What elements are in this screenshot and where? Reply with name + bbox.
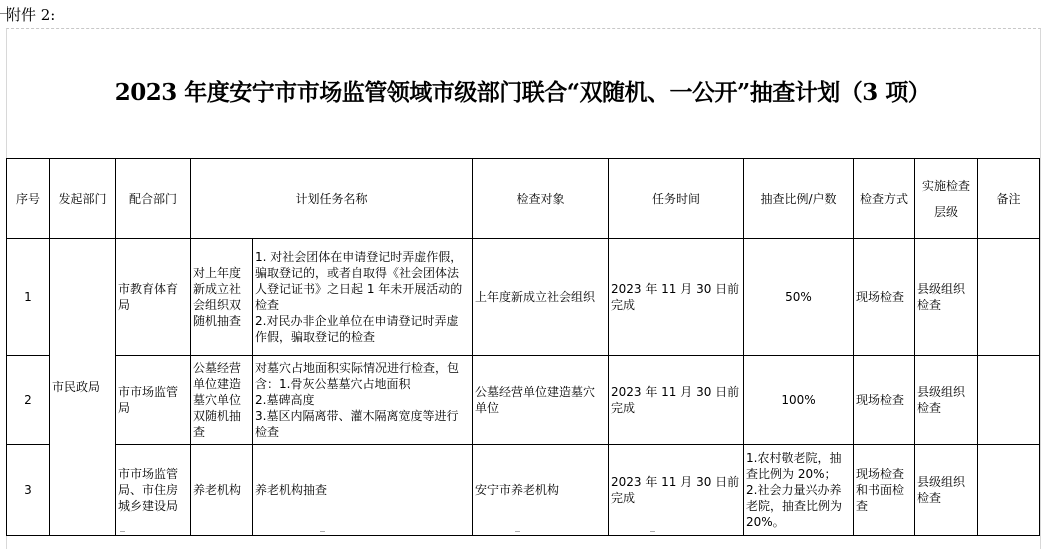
row-task-short: 对上年度新成立社会组织双随机抽查 xyxy=(191,239,253,356)
table-header-row xyxy=(7,159,1040,239)
row-method: 现场检查 xyxy=(854,356,915,445)
header-ratio: 抽查比例/户数 xyxy=(744,159,854,239)
task-detail-line: 2.墓碑高度 xyxy=(255,393,315,407)
table-row xyxy=(7,356,1040,445)
task-detail-line: 3.墓区内隔离带、灌木隔离宽度等进行检查 xyxy=(255,409,459,439)
row-level: 县级组织检查 xyxy=(915,239,978,356)
row-target: 安宁市养老机构 xyxy=(473,445,609,536)
header-initiator: 发起部门 xyxy=(50,159,116,239)
row-target: 上年度新成立社会组织 xyxy=(473,239,609,356)
header-level: 实施检查层级 xyxy=(915,159,978,239)
row-target: 公墓经营单位建造墓穴单位 xyxy=(473,356,609,445)
row-seq: 2 xyxy=(7,356,50,445)
header-task-name: 计划任务名称 xyxy=(191,159,473,239)
row-time: 2023 年 11 月 30 日前完成 xyxy=(609,239,744,356)
row-seq: 3 xyxy=(7,445,50,536)
row-task-detail: 养老机构抽查 xyxy=(253,445,473,536)
bottom-edge-marks xyxy=(0,531,1045,539)
row-level: 县级组织检查 xyxy=(915,356,978,445)
row-remark xyxy=(978,356,1040,445)
row-initiator: 市民政局 xyxy=(50,239,116,536)
header-seq: 序号 xyxy=(7,159,50,239)
row-method: 现场检查 xyxy=(854,239,915,356)
table-row xyxy=(7,445,1040,536)
task-detail-line: 1. 对社会团体在申请登记时弄虚作假，骗取登记的，或者自取得《社会团体法人登记证书》之日起 1 年未开展活动的检查 xyxy=(255,250,463,312)
row-time: 2023 年 11 月 30 日前完成 xyxy=(609,445,744,536)
table-row xyxy=(7,239,1040,356)
ratio-line: 1.农村敬老院，抽查比例为 20%； xyxy=(746,451,842,481)
header-time: 任务时间 xyxy=(609,159,744,239)
row-remark xyxy=(978,445,1040,536)
row-ratio: 50% xyxy=(744,239,854,356)
row-seq: 1 xyxy=(7,239,50,356)
task-detail-line: 对墓穴占地面积实际情况进行检查，包含：1.骨灰公墓墓穴占地面积 xyxy=(255,361,460,391)
row-time: 2023 年 11 月 30 日前完成 xyxy=(609,356,744,445)
row-partner: 市市场监管局、市住房城乡建设局 xyxy=(116,445,191,536)
row-ratio xyxy=(744,445,854,536)
header-partner: 配合部门 xyxy=(116,159,191,239)
inspection-plan-table xyxy=(6,158,1040,536)
row-task-detail xyxy=(253,239,473,356)
header-method: 检查方式 xyxy=(854,159,915,239)
row-task-short: 养老机构 xyxy=(191,445,253,536)
header-target: 检查对象 xyxy=(473,159,609,239)
ratio-line: 2.社会力量兴办养老院，抽查比例为 20%。 xyxy=(746,483,843,529)
row-ratio: 100% xyxy=(744,356,854,445)
row-partner: 市教育体育局 xyxy=(116,239,191,356)
header-remark: 备注 xyxy=(978,159,1040,239)
attachment-label: 附件 2: xyxy=(6,6,56,24)
task-detail-line: 2.对民办非企业单位在申请登记时弄虚作假，骗取登记的检查 xyxy=(255,314,459,344)
row-level: 县级组织检查 xyxy=(915,445,978,536)
row-partner: 市市场监管局 xyxy=(116,356,191,445)
row-task-short: 公墓经营单位建造墓穴单位双随机抽查 xyxy=(191,356,253,445)
row-task-detail xyxy=(253,356,473,445)
document-title: 2023 年度安宁市市场监管领域市级部门联合“双随机、一公开”抽查计划（3 项） xyxy=(114,79,931,106)
row-method: 现场检查和书面检查 xyxy=(854,445,915,536)
row-remark xyxy=(978,239,1040,356)
